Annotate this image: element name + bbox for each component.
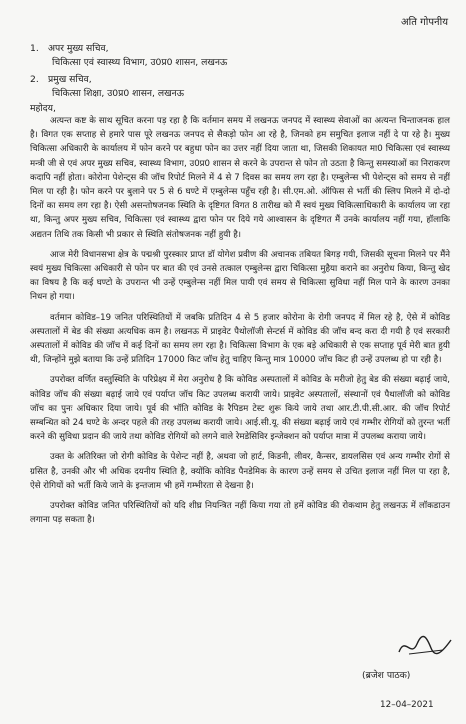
- paragraph-1: अत्यन्त कष्ट के साथ सूचित करना पड़ रहा है कि वर्तमान समय में लखनऊ जनपद में स्वास्थ्य सेवाओं का अत्यन्त चिन्ताजनक हाल है। विगत एक सप्ताह से हमारे पास पूरे लखनऊ जनपद से सैकड़ो फोन आ रहे है, जिनको हम समुचित इलाज नहीं दे पा रहे है। मुख्य चिकित्सा अधिकारी के कार्यालय में फोन करने पर बहुधा फोन का उत्तर नहीं दिया जाता था, जिसकी शिकायत मा0 चिकित्सा एवं स्वास्थ्य मन्त्री जी से एवं अपर मुख्य सचिव, स्वास्थ्य विभाग, उ0प्र0 शासन से करने के उपरान्त से फोन तो उठता है किन्तु समस्याओं का निराकरण कदापि नहीं होता। कोरोना पेशेन्ट्स की जॉच रिपोर्ट मिलने में 4 से 7 दिवस का समय लग रहा है। एम्बुलेन्स भी पेशेन्ट्स को समय से नहीं मिल पा रही है। फोन करने पर बुलाने पर 5 से 6 घण्टे में एम्बुलेन्स पहुँच रही है। सी.एम.ओ. ऑफिस से भर्ती की स्लिप मिलने में दो-दो दिनों का समय लग रहा है। ऐसी असन्तोषजनक स्थिति के दृष्टिगत विगत 8 तारीख को मैं स्वयं मुख्य चिकित्साधिकारी के कार्यालय जा रहा था, किन्तु अपर मुख्य सचिव, चिकित्सा एवं स्वास्थ्य द्वारा फोन पर दिये गये आश्वासन के दृष्टिगत मैं उनके कार्यालय नहीं गया, हॉलाकि अद्यतन तिथि तक किसी भी प्रकार से स्थिति संतोषजनक नहीं हुयी है।: [30, 116, 450, 240]
- signatory-name: (ब्रजेश पाठक): [362, 670, 411, 681]
- recipient-number: 2.: [30, 74, 39, 85]
- recipient-1: [30, 42, 227, 70]
- salutation: महोदय,: [30, 103, 56, 114]
- paragraph-3: वर्तमान कोविड–19 जनित परिस्थितियों में जबकि प्रतिदिन 4 से 5 हजार कोरोना के रोगी जनपद में मिल रहे है, ऐसे में कोविड अस्पतालों में बेड की संख्या अत्यधिक कम है। लखनऊ में प्राइवेट पैथोलॉजी सेन्टर्स में कोविड की जॉच बन्द करा दी गयी है एवं सरकारी अस्पतालों में कोविड की जॉच में कई दिनों का समय लग रहा है। चिकित्सा विभाग के एक बड़े अधिकारी से एक सप्ताह पूर्व मेरी बात हुयी थी, जिन्होंने मुझे बताया कि उन्हें प्रतिदिन 17000 किट जॉच हेतु चाहिए किन्तु मात्र 10000 जॉच किट ही उन्हें उपलब्ध हो पा रही है।: [30, 312, 450, 366]
- recipient-title: प्रमुख सचिव,: [48, 74, 92, 85]
- recipient-number: 1.: [30, 43, 39, 54]
- recipient-dept: चिकित्सा शिक्षा, उ0प्र0 शासन, लखनऊ: [52, 88, 184, 99]
- classification-label: अति गोपनीय: [401, 17, 448, 28]
- paragraph-2: आज मेरी विधानसभा क्षेत्र के पद्मश्री पुरस्कार प्राप्त डॉ योगेश प्रवीण की अचानक तबियत बिगड़ गयी, जिसकी सूचना मिलने पर मैंने स्वयं मुख्य चिकित्सा अधिकारी से फोन पर बात की एवं उनसे तत्काल एम्बुलेन्स द्वारा चिकित्सा मुहैया कराने का अनुरोध किया, किन्तु खेद का विषय है कि कई घण्टो के उपरान्त भी उन्हें एम्बुलेन्स नहीं मिल पायी एवं समय से चिकित्सा सुविधा नहीं मिल पाने के कारण उनका निधन हो गया।: [30, 249, 450, 303]
- paragraph-6: उपरोक्त कोविड जनित परिस्थितियों को यदि शीघ्र नियन्त्रित नहीं किया गया तो हमें कोविड की रोकथाम हेतु लखनऊ में लॉकडाउन लगाना पड़ सकता है।: [30, 501, 450, 526]
- recipient-title: अपर मुख्य सचिव,: [48, 43, 109, 54]
- paragraph-5: उक्त के अतिरिक्त जो रोगी कोविड के पेशेन्ट नहीं है, अथवा जो हार्ट, किडनी, लीवर, कैन्सर, डायलसिस एवं अन्य गम्भीर रोगों से ग्रसित है, उनकी और भी अधिक दयनीय स्थिति है, क्योंकि कोविड पैनडेमिक के कारण उन्हें समय से उचित इलाज नहीं मिल पा रहा है, ऐसे रोगियों को भर्ती किये जाने के इन्तजाम भी हमें गम्भीरता से देखना है।: [30, 452, 450, 491]
- letter-body: [30, 114, 450, 533]
- recipient-2: [30, 73, 184, 101]
- recipient-dept: चिकित्सा एवं स्वास्थ्य विभाग, उ0प्र0 शासन, लखनऊ: [52, 57, 228, 68]
- signature-image: [395, 632, 455, 660]
- paragraph-4: उपरोक्त वर्णित वस्तुस्थिति के परिप्रेक्ष्य में मेरा अनुरोध है कि कोविड अस्पतालों में कोविड के मरीजो हेतु बेड की संख्या बढ़ाई जाये, कोविड जॉच की संख्या बढ़ाई जाये एवं पर्याप्त जॉच किट उपलब्ध करायी जाये। प्राइवेट अस्पतालों, संस्थानों एवं पैथालॉजी को कोविड जॉच का पुनः अधिकार दिया जाये। पूर्व की भॉति कोविड के रैपिडम टेस्ट शुरू किये जाये तथा आर.टी.पी.सी.आर. की जॉच रिपोर्ट सम्बन्धित को 24 घण्टे के अन्दर पहले की तरह उपलब्ध करायी जाये। आई.सी.यू. की संख्या बढ़ाई जाये एवं गम्भीर रोगियों को तुरन्त भर्ती करने की सुविधा प्रदान की जाये तथा कोविड रोगियों को लगने वाले रेमडेसिविर इन्जेक्शन को पर्याप्त मात्रा में उपलब्ध कराया जाये।: [30, 375, 450, 443]
- letter-date: 12–04–2021: [380, 700, 434, 710]
